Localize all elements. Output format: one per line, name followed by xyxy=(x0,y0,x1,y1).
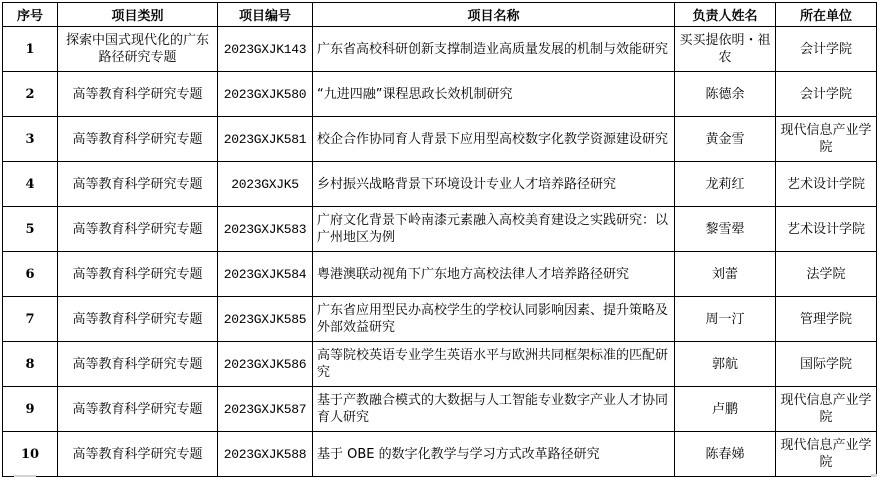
cell-person: 龙莉红 xyxy=(675,162,776,207)
cell-name: 广东省高校科研创新支撑制造业高质量发展的机制与效能研究 xyxy=(313,27,675,72)
cell-seq: 8 xyxy=(3,342,58,387)
cell-unit: 现代信息产业学院 xyxy=(776,432,877,477)
header-person: 负责人姓名 xyxy=(675,3,776,27)
cell-person: 陈春娣 xyxy=(675,432,776,477)
cell-name: 校企合作协同育人背景下应用型高校数字化教学资源建设研究 xyxy=(313,117,675,162)
cell-unit: 国际学院 xyxy=(776,342,877,387)
cell-unit: 管理学院 xyxy=(776,297,877,342)
table-row xyxy=(3,387,877,432)
cell-unit: 会计学院 xyxy=(776,72,877,117)
cell-category: 高等教育科学研究专题 xyxy=(58,432,218,477)
table-row xyxy=(3,252,877,297)
header-row xyxy=(3,3,877,27)
header-code: 项目编号 xyxy=(218,3,313,27)
cell-seq: 9 xyxy=(3,387,58,432)
cell-unit: 法学院 xyxy=(776,252,877,297)
cell-category: 高等教育科学研究专题 xyxy=(58,162,218,207)
cell-code: 2023GXJK585 xyxy=(218,297,313,342)
cell-unit: 艺术设计学院 xyxy=(776,162,877,207)
cell-seq: 7 xyxy=(3,297,58,342)
cell-category: 高等教育科学研究专题 xyxy=(58,342,218,387)
header-name: 项目名称 xyxy=(313,3,675,27)
header-seq: 序号 xyxy=(3,3,58,27)
cell-code: 2023GXJK583 xyxy=(218,207,313,252)
cell-name: 广东省应用型民办高校学生的学校认同影响因素、提升策略及外部效益研究 xyxy=(313,297,675,342)
cell-name: 基于 OBE 的数字化教学与学习方式改革路径研究 xyxy=(313,432,675,477)
header-category: 项目类别 xyxy=(58,3,218,27)
cell-person: 黄金雪 xyxy=(675,117,776,162)
cell-code: 2023GXJK587 xyxy=(218,387,313,432)
cell-category: 高等教育科学研究专题 xyxy=(58,297,218,342)
cell-seq: 3 xyxy=(3,117,58,162)
cell-name: “九进四融”课程思政长效机制研究 xyxy=(313,72,675,117)
table-row xyxy=(3,342,877,387)
cell-person: 周一汀 xyxy=(675,297,776,342)
cell-name: 乡村振兴战略背景下环境设计专业人才培养路径研究 xyxy=(313,162,675,207)
cell-unit: 现代信息产业学院 xyxy=(776,387,877,432)
cell-seq: 1 xyxy=(3,27,58,72)
cell-person: 郭航 xyxy=(675,342,776,387)
cell-category: 高等教育科学研究专题 xyxy=(58,72,218,117)
cell-seq: 6 xyxy=(3,252,58,297)
cell-person: 卢鹏 xyxy=(675,387,776,432)
cell-name: 基于产教融合模式的大数据与人工智能专业数字产业人才协同育人研究 xyxy=(313,387,675,432)
cell-code: 2023GXJK143 xyxy=(218,27,313,72)
table-row xyxy=(3,432,877,477)
table-row xyxy=(3,162,877,207)
cell-name: 高等院校英语专业学生英语水平与欧洲共同框架标准的匹配研究 xyxy=(313,342,675,387)
cell-person: 买买提依明・祖农 xyxy=(675,27,776,72)
project-table xyxy=(2,2,877,477)
cell-code: 2023GXJK588 xyxy=(218,432,313,477)
cell-category: 探索中国式现代化的广东路径研究专题 xyxy=(58,27,218,72)
table-row xyxy=(3,207,877,252)
cell-name: 广府文化背景下岭南漆元素融入高校美育建设之实践研究：以广州地区为例 xyxy=(313,207,675,252)
cell-seq: 5 xyxy=(3,207,58,252)
table-row xyxy=(3,117,877,162)
table-row xyxy=(3,72,877,117)
cell-category: 高等教育科学研究专题 xyxy=(58,387,218,432)
cell-name: 粤港澳联动视角下广东地方高校法律人才培养路径研究 xyxy=(313,252,675,297)
cell-category: 高等教育科学研究专题 xyxy=(58,207,218,252)
cell-unit: 艺术设计学院 xyxy=(776,207,877,252)
cell-code: 2023GXJK581 xyxy=(218,117,313,162)
cell-person: 陈德余 xyxy=(675,72,776,117)
cell-code: 2023GXJK584 xyxy=(218,252,313,297)
cell-person: 刘蕾 xyxy=(675,252,776,297)
cell-category: 高等教育科学研究专题 xyxy=(58,117,218,162)
table-row xyxy=(3,27,877,72)
cell-seq: 10 xyxy=(3,432,58,477)
cell-person: 黎雪翚 xyxy=(675,207,776,252)
cell-unit: 会计学院 xyxy=(776,27,877,72)
cell-code: 2023GXJK5 xyxy=(218,162,313,207)
cell-category: 高等教育科学研究专题 xyxy=(58,252,218,297)
cell-code: 2023GXJK580 xyxy=(218,72,313,117)
cell-seq: 2 xyxy=(3,72,58,117)
cell-seq: 4 xyxy=(3,162,58,207)
header-unit: 所在单位 xyxy=(776,3,877,27)
cell-unit: 现代信息产业学院 xyxy=(776,117,877,162)
cell-code: 2023GXJK586 xyxy=(218,342,313,387)
table-row xyxy=(3,297,877,342)
